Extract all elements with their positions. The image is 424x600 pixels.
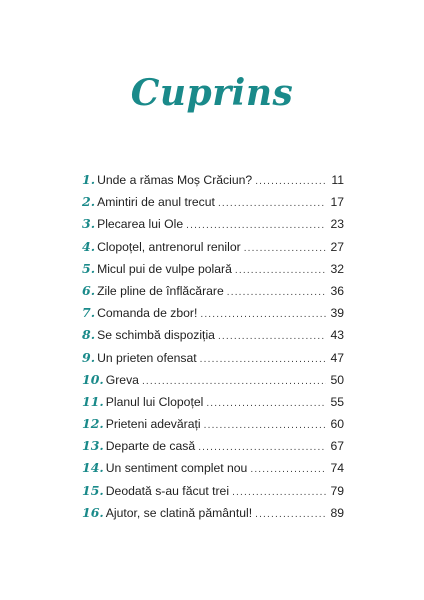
dot-leader [227, 287, 326, 298]
page-number: 23 [330, 217, 344, 232]
chapter-title: Plecarea lui Ole [97, 217, 184, 232]
chapter-number: 5. [82, 260, 96, 276]
toc-entry[interactable] [82, 239, 344, 261]
chapter-title: Ajutor, se clatină pământul! [105, 505, 253, 520]
toc-entry[interactable] [82, 394, 344, 416]
page-number: 32 [330, 261, 344, 276]
chapter-title: Comanda de zbor! [97, 306, 198, 321]
chapter-title: Prieteni adevărați [105, 417, 201, 432]
toc-entry[interactable] [82, 372, 344, 394]
page-number: 67 [330, 439, 344, 454]
page-number: 79 [330, 483, 344, 498]
page-number: 47 [330, 350, 344, 365]
page-number: 74 [330, 461, 344, 476]
page-number: 89 [330, 505, 344, 520]
page-number: 27 [330, 239, 344, 254]
chapter-number: 8. [82, 327, 96, 343]
dot-leader [232, 487, 326, 498]
dot-leader [255, 509, 326, 520]
page-number: 55 [330, 394, 344, 409]
chapter-number: 4. [82, 238, 96, 254]
toc-entry[interactable] [82, 216, 344, 238]
chapter-number: 14. [82, 460, 104, 476]
dot-leader [218, 331, 326, 342]
chapter-number: 3. [82, 216, 96, 232]
page-number: 17 [330, 195, 344, 210]
toc-entry[interactable] [82, 350, 344, 372]
chapter-title: Un prieten ofensat [97, 350, 197, 365]
table-of-contents [82, 172, 344, 527]
chapter-number: 7. [82, 305, 96, 321]
toc-entry[interactable] [82, 327, 344, 349]
chapter-number: 6. [82, 282, 96, 298]
chapter-number: 12. [82, 416, 104, 432]
page-title: Cuprins [130, 72, 294, 114]
chapter-title: Planul lui Clopoțel [105, 394, 204, 409]
chapter-title: Micul pui de vulpe polară [97, 261, 232, 276]
dot-leader [218, 198, 326, 209]
dot-leader [235, 265, 326, 276]
chapter-title: Deodată s-au făcut trei [105, 483, 230, 498]
dot-leader [186, 220, 326, 231]
chapter-number: 2. [82, 194, 96, 210]
chapter-number: 11. [82, 393, 104, 409]
chapter-number: 9. [82, 349, 96, 365]
chapter-title: Zile pline de înflăcărare [97, 283, 224, 298]
chapter-title: Un sentiment complet nou [105, 461, 248, 476]
chapter-title: Unde a rămas Moș Crăciun? [97, 173, 253, 187]
chapter-title: Clopoțel, antrenorul renilor [97, 239, 241, 254]
dot-leader [250, 464, 326, 475]
dot-leader [200, 354, 326, 365]
page-number: 60 [330, 417, 344, 432]
dot-leader [142, 376, 326, 387]
chapter-number: 15. [82, 482, 104, 498]
chapter-title: Amintiri de anul trecut [97, 195, 215, 210]
page-number: 36 [330, 283, 344, 298]
toc-entry[interactable] [82, 483, 344, 505]
toc-entry[interactable] [82, 283, 344, 305]
chapter-number: 10. [82, 371, 104, 387]
dot-leader [206, 398, 326, 409]
toc-entry[interactable] [82, 305, 344, 327]
toc-entry[interactable] [82, 505, 344, 527]
toc-entry[interactable] [82, 438, 344, 460]
chapter-title: Departe de casă [105, 439, 196, 454]
page-number: 50 [330, 372, 344, 387]
chapter-number: 16. [82, 504, 104, 520]
page-number: 43 [330, 328, 344, 343]
dot-leader [244, 243, 326, 254]
dot-leader [255, 176, 326, 187]
toc-entry[interactable] [82, 460, 344, 482]
toc-entry[interactable] [82, 194, 344, 216]
dot-leader [200, 309, 326, 320]
toc-entry[interactable] [82, 261, 344, 283]
toc-entry[interactable] [82, 416, 344, 438]
dot-leader [198, 442, 326, 453]
toc-entry[interactable] [82, 172, 344, 194]
dot-leader [204, 420, 326, 431]
chapter-title: Greva [105, 372, 139, 387]
page-number: 39 [330, 306, 344, 321]
chapter-number: 1. [82, 172, 96, 187]
chapter-number: 13. [82, 438, 104, 454]
chapter-title: Se schimbă dispoziția [97, 328, 215, 343]
page-number: 11 [331, 173, 344, 187]
